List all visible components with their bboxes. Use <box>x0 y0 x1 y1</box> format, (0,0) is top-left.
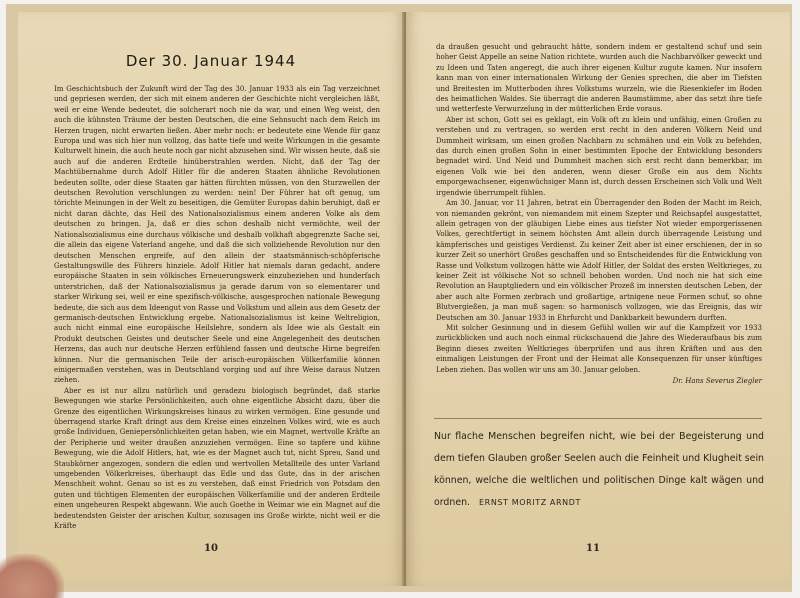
quote-author: ERNST MORITZ ARNDT <box>479 498 581 507</box>
right-page <box>406 12 790 586</box>
left-page <box>18 12 404 586</box>
page-title: Der 30. Januar 1944 <box>125 52 297 70</box>
right-body-text <box>436 42 762 412</box>
quote-text: Nur flache Menschen begreifen nicht, wie bei der Begeisterung und dem tiefen Glauben großer Seelen auch die Feinheit und Klugheit sein können, welche die weltlichen und politischen Dinge kalt wägen und ordnen. <box>434 431 764 508</box>
page-number-left: 10 <box>204 543 218 554</box>
open-book-spread <box>6 4 792 592</box>
paragraph: Mit solcher Gesinnung und in diesem Gefühl wollen wir auf die Kampfzeit vor 1933 zurückblicken und auch noch einmal rückschauend die Jahre des Wiederaufbaus bis zum Beginn dieses zweiten Weltkrieges überprüfen und aus ihren Kräften und aus den einmaligen Leistungen der Front und der Heimat alle Konsequenzen für unser künftiges Leben ziehen. Das wollen wir uns am 30. Januar geloben. <box>436 323 762 374</box>
section-divider <box>434 418 762 419</box>
paragraph: Am 30. Januar, vor 11 Jahren, betrat ein Überragender den Boden der Macht im Reich, von niemanden gekrönt, von niemandem mit einem Szepter und Reichsapfel ausgestattet, allein getragen von der gläubigen Liebe eines aus tiefster Not wieder emporgerissenen Volkes, gerechtfertigt in seinem höchsten Amt allein durch überragende Leistung und kämpferisches und geistiges Verdienst. Zu keiner Zeit aber ist einer erschienen, der in so kurzer Zeit so unerhört Großes geschaffen und so Entscheidendes für die Entwicklung von Rasse und Volkstum vollzogen hätte wie Adolf Hitler, der Soldat des ersten Weltkrieges, zu keiner Zeit ist völkische Not so schnell behoben worden. Und noch nie hat sich eine Revolution an Hauptgliedern und ein völkischer Prozeß im innersten deutschen Leben, der aber auch alte Formen zerbrach und großartige, artnigene neue Formen schuf, so ohne Blutvergießen, ja man muß sagen: so harmonisch vollzogen, wie das Ereignis, das wir Deutschen am 30. Januar 1933 in Ehrfurcht und Dankbarkeit bewundern durften. <box>436 199 762 322</box>
closing-quote <box>434 426 764 514</box>
page-number-right: 11 <box>586 543 600 554</box>
author-signature: Dr. Hans Severus Ziegler <box>672 377 762 385</box>
holding-thumb <box>0 554 64 598</box>
paragraph: Im Geschichtsbuch der Zukunft wird der Tag des 30. Januar 1933 als ein Tag verzeichnet und gepriesen werden, der sich mit einem anderen der Geschichte nicht vergleichen läßt, weil er eine Wende bedeutet, die solcherart noch nie da war, und einen Weg weist, den auch die kühnsten Träume der besten Deutschen, die eine Sehnsucht nach dem Reich im Herzen trugen, nicht erwarten ließen. Aber mehr noch: er bedeutete eine Wende für ganz Europa und was sich hier nun vollzog, das hatte tiefe und weite Wirkungen in die gesamte Kulturwelt hinein, die auch heute noch gar nicht abzusehen sind. Wir wissen heute, daß sie auch auf die anderen Erdteile hinüberstrahlen werden. Nicht, daß der Tag der Machtübernahme durch Adolf Hitler für die anderen Staaten ähnliche Revolutionen bedeuten sollte, oder diese Staaten gar hätten fürchten müssen, von den Sturzwellen der deutschen Revolution verschlungen zu werden: nein! Der Führer hat oft genug, um törichte Meinungen in der Welt zu beseitigen, die Gemüter Europas dahin beruhigt, daß er nicht daran dächte, das Heil des Nationalsozialismus einem anderen Volke als dem deutschen zu bringen. Ja, daß er dies schon deshalb nicht vermöchte, weil der Nationalsozialismus eine durchaus völkische und deshalb volkhaft abgegrenzte Sache sei, die allein das eigene Vaterland angehe, und daß die sich vollziehende Revolution nur den deutschen Menschen ergreife, auf den allein der staatsmännisch-schöpferische Gestaltungswille des Führers hinziele. Adolf Hitler hat niemals daran gedacht, andere europäische Staaten in sein völkisches Erneuerungswerk einzubeziehen und hunderfach unterstrichen, daß der Nationalsozialismus ja gerade darum von so elementarer und starker Wirkung sei, weil er eine spezifisch-völkische, ausgesprochen nationale Bewegung bedeute, die sich aus dem Ideengut von Rasse und Volkstum und allein aus dem Gesetz der germanisch-deutschen Entwicklung ergebe. Nationalsozialismus ist keine Weltreligion, auch nicht einmal eine europäische Heilslehre, sondern als Idee wie als Gestalt ein Produkt deutschen Geistes und deutscher Seele und eine Angelegenheit des deutschen Herzens, das auch nur deutsche Herzen erfühlend fassen und deutsche Hirne begreifen können. Nur die germanischen Teile der arisch-europäischen Völkerfamilie können einigermaßen verstehen, was in Deutschland vorging und auf ihre Weise daraus Nutzen ziehen. <box>54 85 380 385</box>
paragraph: da draußen gesucht und gebraucht hätte, sondern indem er gestaltend schuf und sein hoher Geist Appelle an seine Nation richtete, wurden auch die Nachbarvölker geweckt und zu Ideen und Taten angeregt, die auch ihrer eigenen Kultur zugute kamen. Nur insofern kann man von einer internationalen Wirkung der Genies sprechen, die aber im Tiefsten und Breitesten im Mutterboden ihres Volkstums wurzeln, wie die Riesenkiefer im Boden des heimatlichen Waldes. Sie überragt die anderen Baumstämme, aber das setzt ihre tiefe und wetterfeste Verwurzelung in der mütterlichen Erde voraus. <box>436 43 762 114</box>
paragraph: Aber ist schon, Gott sei es geklagt, ein Volk oft zu klein und unfähig, einen Großen zu verstehen und zu vertragen, so werden erst recht in den anderen Völkern Neid und Dummheit wirksam, um einen großen Nachbarn zu schmähen und ein Volk zu befehden, das durch einen großen Sohn in einer bestimmten Epoche der Entwicklung besonders begnadet wird. Und Neid und Dummheit machen sich erst recht dann bemerkbar, im eigenen Volk wie bei den anderen, wenn dieser Große ein aus dem Nichts emporgewachsener, eigenwüchsiger Mann ist, durch dessen Erscheinen sich Volk und Welt irgendwie überrumpelt fühlen. <box>436 115 762 197</box>
left-body-text <box>54 84 380 562</box>
paragraph: Aber es ist nur allzu natürlich und geradezu biologisch begründet, daß starke Bewegungen wie starke Persönlichkeiten, auch ohne eigentliche Absicht dazu, über die Grenze des eigentlichen Wirkungskreises hinaus zu wirken vermögen. Eine gesunde und überragend starke Kraft dringt aus dem Kreise eines einzelnen Volkes wird, wie es auch große Individuen, Geniepersönlichkeiten getan haben, wie ein Magnet, wertvolle Kräfte an der Peripherie und weiter draußen anzuziehen vermögen. Eine so tapfere und kühne Bewegung, wie die Adolf Hitlers, hat, wie es der Magnet auch tut, nicht Spreu, Sand und Staubkörner angezogen, sondern die edlen und wertvollen Metallteile des unter Varland umgebenden Völkerkreises, überhaupt das Edle und das Gute, das in der arischen Menschheit wohnt. Genau so ist es zu verstehen, daß einst Friedrich von Potsdam den guten und tüchtigen Elementen der europäischen Völkerfamilie und der anderen Erdteile einen ungeheuren Respekt abgewann. Wie auch Goethe in Weimar wie ein Magnet auf die bedeutendsten Geister der arischen Kultur, sozusagen ins Große wirkte, nicht weil er die Kräfte <box>54 386 380 531</box>
